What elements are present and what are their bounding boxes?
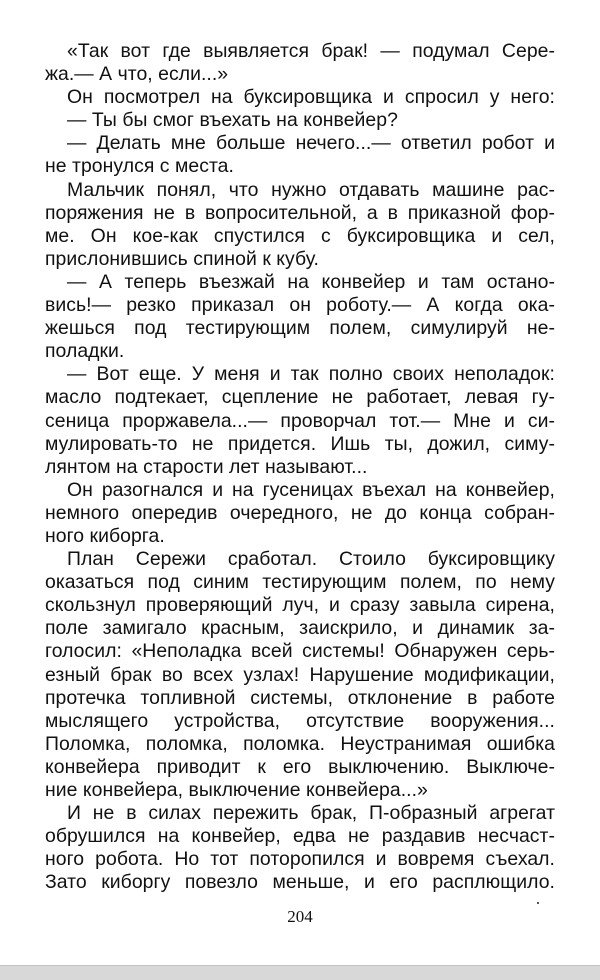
text-line: поладки.: [45, 340, 125, 363]
text-line: Он посмотрел на буксировщика и спросил у него:: [67, 86, 555, 109]
text-line: Он разогнался и на гусеницах въехал на конвейер,: [67, 478, 555, 501]
text-line: протечка топливной системы, отклонение в работе: [45, 686, 555, 709]
text-line: «Так вот где выявляется брак! — подумал Сере-: [67, 40, 555, 62]
text-line: поряжения не в вопросительной, а в приказной фор-: [45, 201, 555, 224]
scan-bottom-edge: [0, 965, 600, 980]
text-line: оказаться под синим тестирующим полем, по нему: [45, 571, 555, 594]
text-line: — А теперь въезжай на конвейер и там остано-: [67, 270, 555, 293]
text-line: ного робота. Но тот поторопился и вовремя съехал.: [45, 848, 555, 871]
text-line: ме. Он кое-как спустился с буксировщика и сел,: [45, 224, 555, 247]
text-line: — Ты бы смог въехать на конвейер?: [67, 109, 398, 132]
page-number: 204: [287, 907, 313, 926]
text-line: мыслящего устройства, отсутствие вооружения...: [45, 709, 555, 732]
text-line: прислонившись спиной к кубу.: [45, 247, 319, 270]
text-line: вись!— резко приказал он роботу.— А когда ока-: [45, 294, 555, 317]
text-line: ного киборга.: [45, 524, 165, 547]
text-line: — Вот еще. У меня и так полно своих неполадок:: [67, 363, 555, 386]
text-line: голосил: «Неполадка всей системы! Обнаружен серь-: [45, 640, 555, 663]
text-line: Мальчик понял, что нужно отдавать машине рас-: [67, 178, 555, 201]
text-line: конвейера приводит к его выключению. Выключе-: [45, 755, 555, 778]
text-line: Поломка, поломка, поломка. Неустранимая ошибка: [45, 732, 555, 755]
text-line: масло подтекает, сцепление не работает, левая гу-: [45, 386, 555, 409]
text-line: сеница проржавела...— проворчал тот.— Мне и си-: [45, 409, 555, 432]
text-line: План Сережи сработал. Стоило буксировщику: [67, 548, 555, 571]
text-line: скользнул проверяющий луч, и сразу завыла сирена,: [45, 594, 555, 617]
scan-speck: [537, 902, 539, 904]
text-line: езный брак во всех узлах! Нарушение модификации,: [45, 663, 555, 686]
text-line: лянтом на старости лет называют...: [45, 455, 368, 478]
text-line: И не в силах пережить брак, П-образный агрегат: [67, 802, 555, 825]
text-line: — Делать мне больше нечего...— ответил робот и: [67, 132, 555, 155]
text-line: мулировать-то не придется. Ишь ты, дожил, симу-: [45, 432, 555, 455]
text-line: жа.— А что, если...»: [45, 63, 229, 86]
text-line: немного опередив очередного, не до конца собран-: [45, 501, 555, 524]
text-line: не тронулся с места.: [45, 155, 234, 178]
text-line: Зато киборгу повезло меньше, и его расплющило.: [45, 871, 555, 894]
body-text: [45, 40, 555, 894]
text-line: поле замигало красным, заискрило, и динамик за-: [45, 617, 555, 640]
text-line: обрушился на конвейер, едва не раздавив несчаст-: [45, 825, 555, 848]
text-line: ние конвейера, выключение конвейера...»: [45, 779, 428, 801]
text-line: жешься под тестирующим полем, симулируй не-: [45, 317, 555, 340]
